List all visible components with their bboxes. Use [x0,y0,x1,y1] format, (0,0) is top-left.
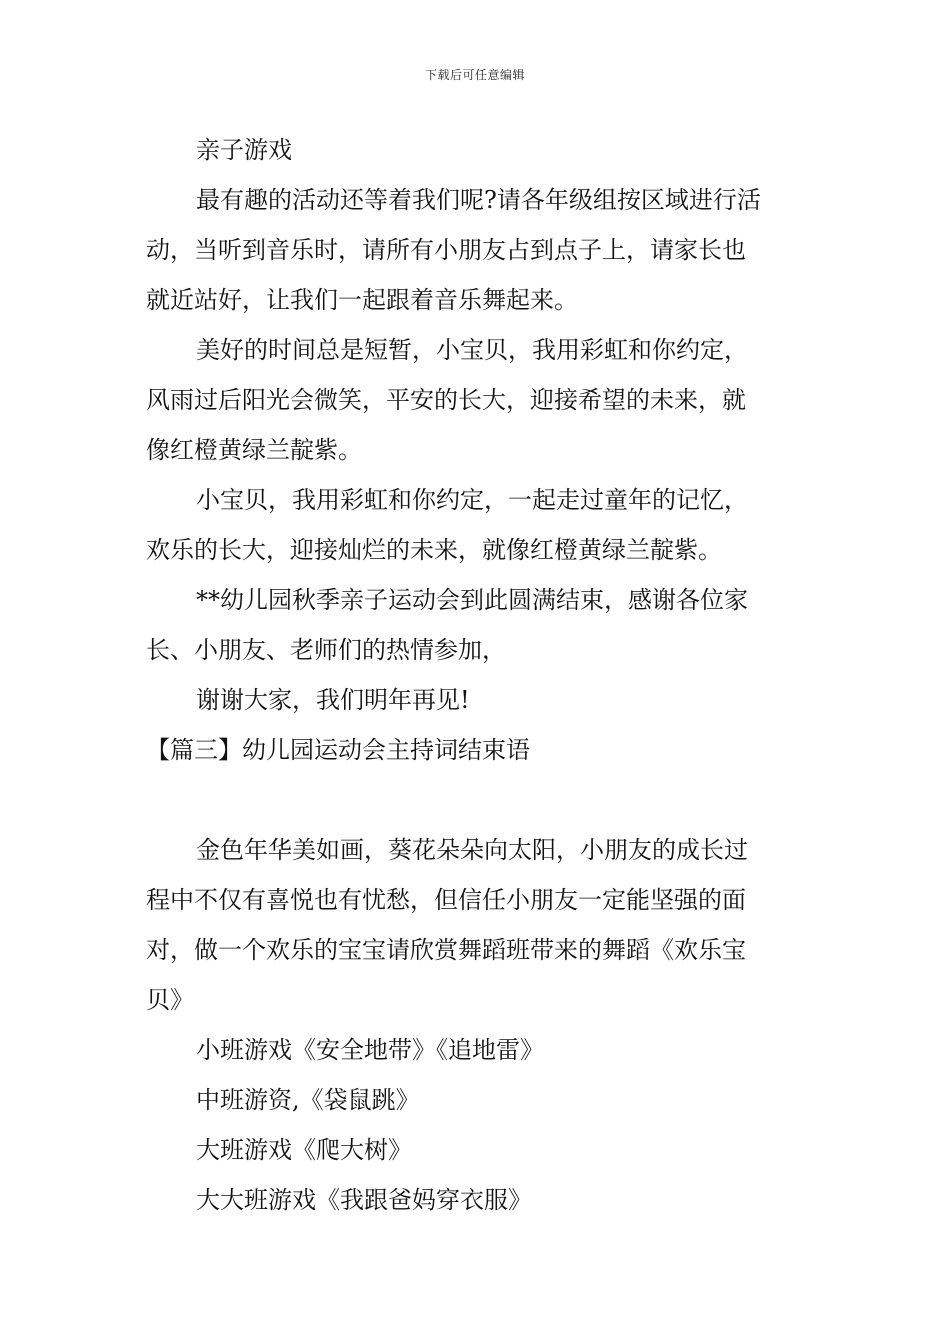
paragraph-line: 对，做一个欢乐的宝宝请欣赏舞蹈班带来的舞蹈《欢乐宝 [146,936,746,964]
paragraph-line: 最有趣的活动还等着我们呢?请各年级组按区域进行活 [196,186,761,214]
paragraph-line: 程中不仅有喜悦也有忧愁，但信任小朋友一定能坚强的面 [146,886,746,914]
paragraph-line: 谢谢大家，我们明年再见! [196,686,470,714]
paragraph-line: 美好的时间总是短暂，小宝贝，我用彩虹和你约定， [196,336,748,364]
paragraph-line: 风雨过后阳光会微笑，平安的长大，迎接希望的未来，就 [146,386,746,414]
page-header: 下载后可任意编辑 [424,68,525,82]
paragraph-line: 欢乐的长大，迎接灿烂的未来，就像红橙黄绿兰靛紫。 [146,536,722,564]
list-item: 小班游戏《安全地带》《追地雷》 [196,1036,544,1064]
paragraph-line: 金色年华美如画，葵花朵朵向太阳，小朋友的成长过 [196,836,748,864]
paragraph-line: 长、小朋友、老师们的热情参加， [146,636,506,664]
chapter-title: 【篇三】幼儿园运动会主持词结束语 [146,736,530,764]
paragraph-line: 就近站好，让我们一起跟着音乐舞起来。 [146,286,578,314]
paragraph-line: 动，当听到音乐时，请所有小朋友占到点子上，请家长也 [146,236,746,264]
list-item: 中班游资,《袋鼠跳》 [196,1086,420,1114]
paragraph-line: 贝》 [146,986,194,1014]
list-item: 大大班游戏《我跟爸妈穿衣服》 [196,1186,532,1214]
paragraph-line: **幼儿园秋季亲子运动会到此圆满结束，感谢各位家 [196,586,748,614]
section-heading: 亲子游戏 [196,136,292,164]
list-item: 大班游戏《爬大树》 [196,1136,412,1164]
paragraph-line: 像红橙黄绿兰靛紫。 [146,436,362,464]
paragraph-line: 小宝贝，我用彩虹和你约定，一起走过童年的记忆， [196,486,748,514]
